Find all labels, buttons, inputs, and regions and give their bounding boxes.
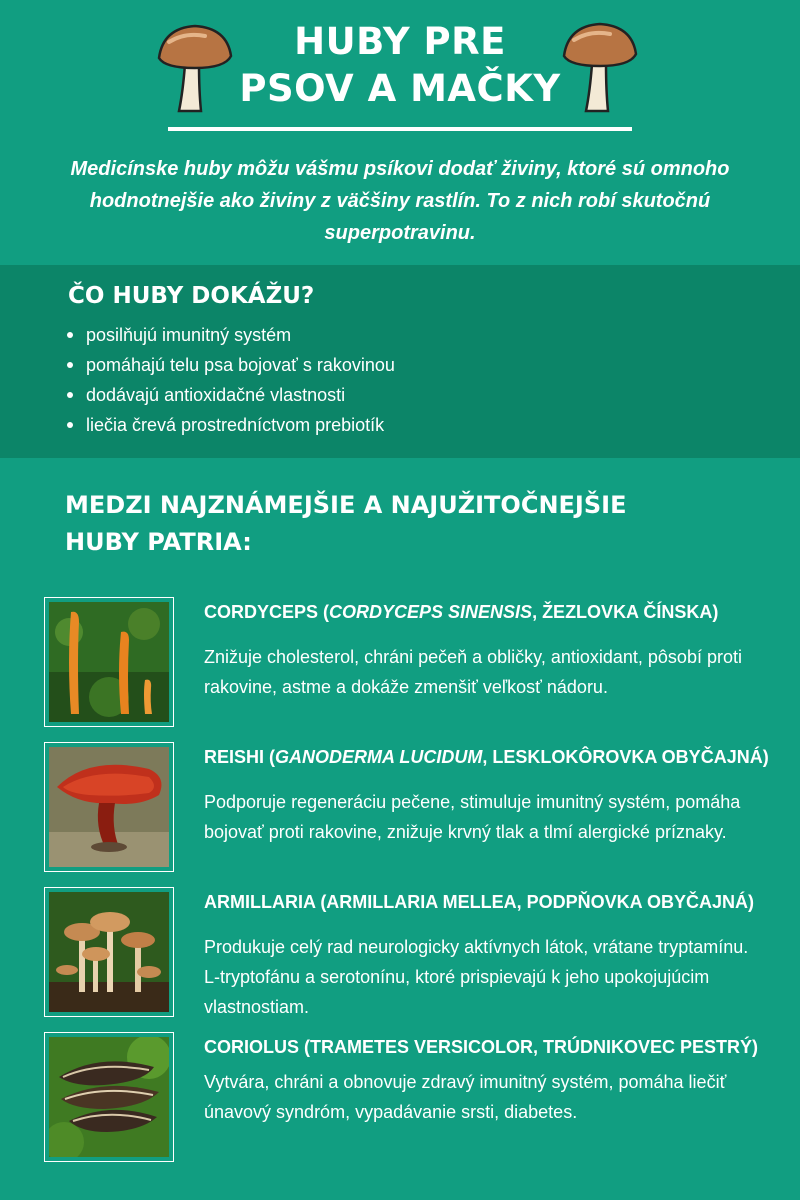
armillaria-photo [44,887,174,1017]
title-text: , LESKLOKÔROVKA OBYČAJNÁ) [482,747,769,767]
page-title [180,18,620,112]
intro-text: Medicínske huby môžu vášmu psíkovi dodať živiny, ktoré sú omnoho hodnotnejšie ako živiny z väčšiny rastlín. To z nich robí skutočnú superpotravinu. [70,158,730,244]
title-line-1: HUBY PRE [294,20,506,63]
list-item: liečia črevá prostredníctvom prebiotík [64,410,395,440]
title-text: REISHI ( [204,747,276,767]
mushrooms-heading-line-1: MEDZI NAJZNÁMEJŠIE A NAJUŽITOČNEJŠIE [65,491,627,519]
card-title [204,745,774,769]
card-title [204,600,774,624]
title-text: CORDYCEPS ( [204,602,330,622]
title-line-2: PSOV A MAČKY [239,67,561,110]
cordyceps-photo [44,597,174,727]
card-description: Produkuje celý rad neurologicky aktívnych látok, vrátane tryptamínu. L-tryptofánu a serotonínu, ktoré prispievajú k jeho upokojujúcim vlastnostiam. [204,937,749,1017]
latin-name: GANODERMA LUCIDUM [275,747,483,767]
title-text: , ŽEZLOVKA ČÍNSKA) [532,602,719,622]
coriolus-photo [44,1032,174,1162]
title-text: ARMILLARIA (ARMILLARIA MELLEA, PODPŇOVKA OBYČAJNÁ) [204,892,754,912]
card-title [204,890,774,914]
title-text: CORIOLUS (TRAMETES VERSICOLOR, TRÚDNIKOVEC PESTRÝ) [204,1037,759,1057]
mushroom-icon [560,16,640,116]
benefits-list [64,320,395,440]
card-description: Podporuje regeneráciu pečene, stimuluje imunitný systém, pomáha bojovať proti rakovine, znižuje krvný tlak a tlmí alergické príznaky. [204,792,741,842]
latin-name: CORDYCEPS SINENSIS [329,602,533,622]
reishi-photo [44,742,174,872]
card-description: Vytvára, chráni a obnovuje zdravý imunitný systém, pomáha liečiť únavový syndróm, vypadávanie srsti, diabetes. [204,1072,727,1122]
list-item: pomáhajú telu psa bojovať s rakovinou [64,350,395,380]
mushrooms-heading-line-2: HUBY PATRIA: [65,528,252,556]
card-title [204,1035,774,1059]
list-item: posilňujú imunitný systém [64,320,395,350]
mushrooms-heading [65,487,755,561]
benefits-heading: ČO HUBY DOKÁŽU? [68,283,315,309]
list-item: dodávajú antioxidačné vlastnosti [64,380,395,410]
title-divider [168,127,632,131]
card-description: Znižuje cholesterol, chráni pečeň a obličky, antioxidant, pôsobí proti rakovine, astme a dokáže zmenšiť veľkosť nádoru. [204,647,742,697]
header [0,0,800,265]
